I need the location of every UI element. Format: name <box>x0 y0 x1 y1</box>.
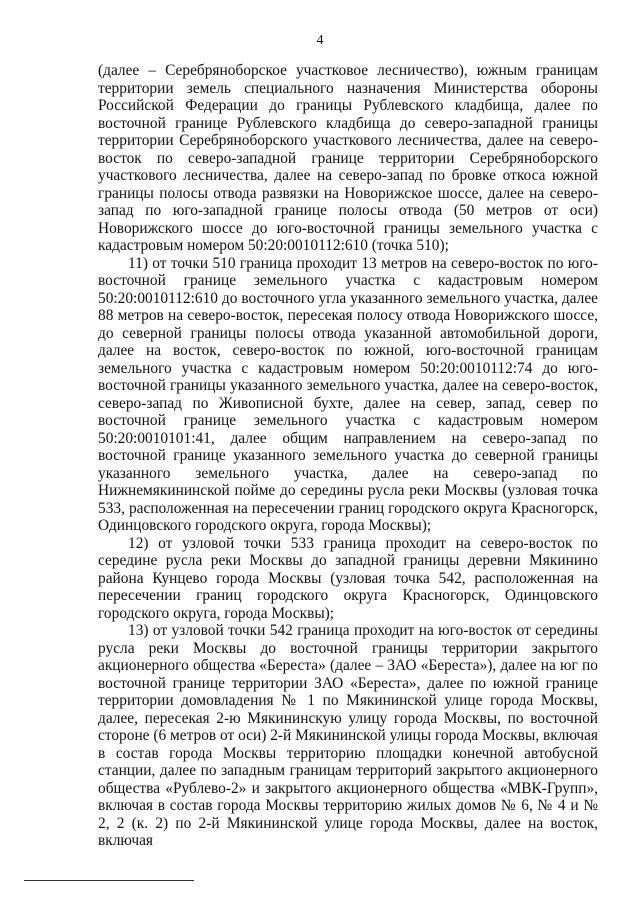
paragraph-item-11: 11) от точки 510 граница проходит 13 метров на северо-восток по юго-восточной границе земельного участка с кадастровым номером 50:20:0010112:610 до восточного угла указанного земельного участка, далее 88 метров на северо-восток, пересекая полосу отвода Новорижского шоссе, до северной границы полосы отвода указанной автомобильной дороги, далее на восток, северо-восток по южной, юго-восточной границам земельного участка с кадастровым номером 50:20:0010112:74 до юго-восточной границы указанного земельного участка, далее на северо-восток, северо-запад по Живописной бухте, далее на север, запад, север по восточной границе земельного участка с кадастровым номером 50:20:0010101:41, далее общим направлением на северо-запад по восточной границе указанного земельного участка до северной границы указанного земельного участка, далее на северо-запад по Нижнемякининской пойме до середины русла реки Москвы (узловая точка 533, расположенная на пересечении границ городского округа Красногорск, Одинцовского городского округа, города Москвы); <box>98 254 598 534</box>
paragraph-item-13: 13) от узловой точки 542 граница проходит на юго-восток от середины русла реки Москвы до восточной границы территории закрытого акционерного общества «Береста» (далее – ЗАО «Береста»), далее на юг по восточной границе территории ЗАО «Береста», далее по южной границе территории домовладения № 1 по Мякининской улице города Москвы, далее, пересекая 2-ю Мякининскую улицу города Москвы, по восточной стороне (6 метров от оси) 2-й Мякининской улицы города Москвы, включая в состав города Москвы территорию площадки конечной автобусной станции, далее по западным границам территорий закрытого акционерного общества «Рублево-2» и закрытого акционерного общества «МВК-Групп», включая в состав города Москвы территорию жилых домов № 6, № 4 и № 2, 2 (к. 2) по 2-й Мякининской улице города Москвы, далее на восток, включая <box>98 622 599 849</box>
footer-rule <box>24 880 194 881</box>
paragraph-item-12: 12) от узловой точки 533 граница проходит на северо-восток по середине русла реки Москвы до западной границы деревни Мякинино района Кунцево города Москвы (узловая точка 542, расположенная на пересечении границ городского округа Красногорск, Одинцовского городского округа, города Москвы); <box>98 534 598 622</box>
page-number: 4 <box>316 33 324 48</box>
paragraph-continuation: (далее – Серебряноборское участковое лесничество), южным границам территории земель специального назначения Министерства обороны Российской Федерации до границы Рублевского кладбища, далее по восточной границе Рублевского кладбища до северо-западной границы территории Серебряноборского участкового лесничества, далее на северо-восток по северо-западной границе территории Серебряноборского участкового лесничества, далее на северо-запад по бровке откоса южной границы полосы отвода развязки на Новорижское шоссе, далее на северо-запад по юго-западной границе полосы отвода (50 метров от оси) Новорижского шоссе до юго-восточной границы земельного участка с кадастровым номером 50:20:0010112:610 (точка 510); <box>98 62 598 254</box>
document-body <box>98 62 598 850</box>
